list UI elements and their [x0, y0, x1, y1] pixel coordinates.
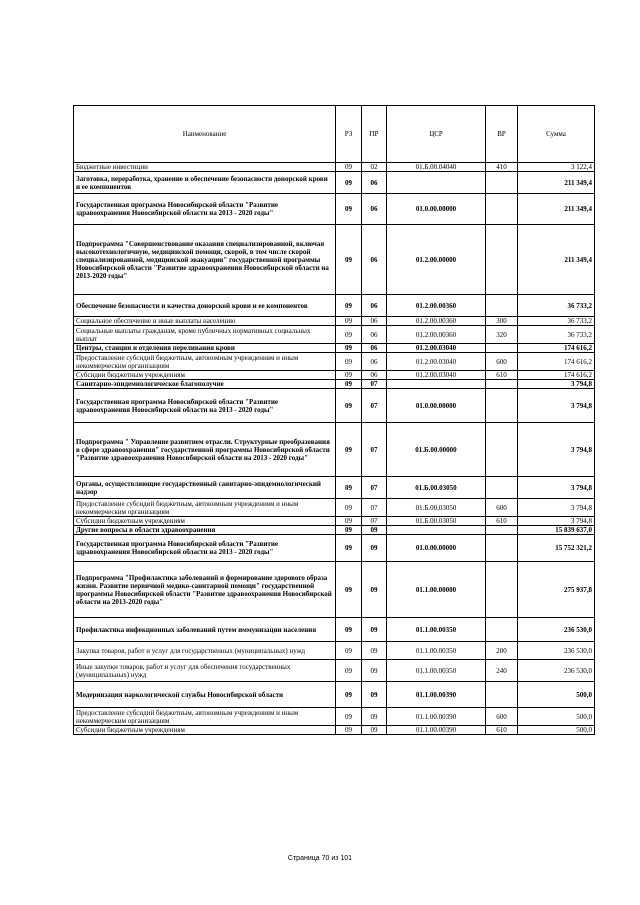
cell-rz: 09	[336, 172, 362, 194]
cell-rz: 09	[336, 526, 362, 535]
cell-rz: 09	[336, 326, 362, 344]
cell-csr: 01.Б.00.04040	[387, 163, 486, 172]
cell-sum: 3 122,4	[518, 163, 595, 172]
cell-sum: 3 794,8	[518, 389, 595, 423]
cell-pr: 06	[362, 295, 387, 317]
cell-csr: 01.Б.00.03050	[387, 477, 486, 499]
table-row	[74, 172, 595, 194]
cell-vr	[486, 535, 518, 562]
cell-csr: 01.1.00.00350	[387, 660, 486, 682]
cell-pr: 06	[362, 371, 387, 380]
cell-pr: 06	[362, 172, 387, 194]
cell-sum: 174 616,2	[518, 344, 595, 353]
cell-vr	[486, 562, 518, 618]
cell-pr: 07	[362, 380, 387, 389]
table-row	[74, 726, 595, 735]
cell-pr: 06	[362, 194, 387, 225]
cell-sum: 236 530,0	[518, 642, 595, 660]
cell-rz: 09	[336, 660, 362, 682]
table-row	[74, 517, 595, 526]
cell-pr: 07	[362, 477, 387, 499]
cell-vr: 610	[486, 517, 518, 526]
table-row	[74, 535, 595, 562]
cell-vr	[486, 295, 518, 317]
cell-csr: 01.Б.00.03050	[387, 499, 486, 517]
cell-name: Подпрограмма "Профилактика заболеваний и формирование здорового образа жизни. Развитие первичной медико-санитарной помощи" государственной программы Новосибирской области "Развитие здравоохранения Новосибирской области на 2013-2020 годы"	[74, 562, 336, 618]
cell-name: Профилактика инфекционных заболеваний путем иммунизации населения	[74, 618, 336, 642]
cell-name: Заготовка, переработка, хранение и обеспечение безопасности донорской крови и ее компонентов	[74, 172, 336, 194]
header-pr: ПР	[362, 106, 387, 163]
cell-vr: 610	[486, 371, 518, 380]
cell-vr	[486, 194, 518, 225]
cell-sum: 500,0	[518, 682, 595, 708]
header-csr: ЦСР	[387, 106, 486, 163]
cell-vr	[486, 477, 518, 499]
cell-sum: 236 530,0	[518, 618, 595, 642]
cell-csr: 01.Б.00.03050	[387, 517, 486, 526]
cell-pr: 07	[362, 499, 387, 517]
cell-sum: 500,0	[518, 708, 595, 726]
cell-name: Центры, станции и отделения переливания крови	[74, 344, 336, 353]
cell-name: Государственная программа Новосибирской области "Развитие здравоохранения Новосибирской области на 2013 - 2020 годы"	[74, 194, 336, 225]
cell-csr: 01.1.00.00000	[387, 562, 486, 618]
table-row	[74, 380, 595, 389]
table-row	[74, 499, 595, 517]
cell-name: Государственная программа Новосибирской области "Развитие здравоохранения Новосибирской области на 2013 - 2020 годы"	[74, 389, 336, 423]
table-row	[74, 389, 595, 423]
cell-pr: 09	[362, 682, 387, 708]
cell-name: Социальные выплаты гражданам, кроме публичных нормативных социальных выплат	[74, 326, 336, 344]
table-row	[74, 708, 595, 726]
cell-name: Подпрограмма " Управление развитием отрасли. Структурные преобразования в сфере здравоохранения" государственной программы Новосибирской области "Развитие здравоохранения Новосибирской области на 2013 - 2020 годы"	[74, 423, 336, 477]
table-row	[74, 660, 595, 682]
table-row	[74, 682, 595, 708]
cell-name: Субсидии бюджетным учреждениям	[74, 371, 336, 380]
cell-pr: 06	[362, 326, 387, 344]
budget-table	[73, 105, 595, 735]
cell-vr: 600	[486, 499, 518, 517]
cell-pr: 09	[362, 526, 387, 535]
cell-name: Субсидии бюджетным учреждениям	[74, 517, 336, 526]
cell-name: Закупка товаров, работ и услуг для государственных (муниципальных) нужд	[74, 642, 336, 660]
cell-vr	[486, 682, 518, 708]
cell-rz: 09	[336, 380, 362, 389]
cell-rz: 09	[336, 423, 362, 477]
cell-vr: 320	[486, 326, 518, 344]
cell-rz: 09	[336, 317, 362, 326]
cell-name: Модернизация наркологической службы Новосибирской области	[74, 682, 336, 708]
cell-sum: 211 349,4	[518, 172, 595, 194]
table-row	[74, 423, 595, 477]
cell-csr: 01.0.00.00000	[387, 194, 486, 225]
cell-pr: 09	[362, 618, 387, 642]
table-row	[74, 295, 595, 317]
cell-rz: 09	[336, 682, 362, 708]
header-sum: Сумма	[518, 106, 595, 163]
cell-name: Предоставление субсидий бюджетным, автономным учреждениям и иным некоммерческим организациям	[74, 353, 336, 371]
page-number: Страница 70 из 101	[287, 855, 353, 862]
cell-csr	[387, 380, 486, 389]
cell-name: Социальное обеспечение и иные выплаты населению	[74, 317, 336, 326]
cell-rz: 09	[336, 194, 362, 225]
cell-vr	[486, 618, 518, 642]
header-rz: РЗ	[336, 106, 362, 163]
cell-name: Субсидии бюджетным учреждениям	[74, 726, 336, 735]
cell-sum: 3 794,8	[518, 380, 595, 389]
header-name: Наименование	[74, 106, 336, 163]
header-vr: ВР	[486, 106, 518, 163]
cell-pr: 06	[362, 317, 387, 326]
cell-csr: 01.2.00.00360	[387, 326, 486, 344]
cell-rz: 09	[336, 353, 362, 371]
cell-rz: 09	[336, 163, 362, 172]
cell-rz: 09	[336, 726, 362, 735]
cell-sum: 174 616,2	[518, 371, 595, 380]
cell-pr: 09	[362, 708, 387, 726]
cell-rz: 09	[336, 562, 362, 618]
cell-rz: 09	[336, 225, 362, 295]
table-row	[74, 163, 595, 172]
cell-csr: 01.2.00.03040	[387, 371, 486, 380]
cell-pr: 09	[362, 562, 387, 618]
cell-rz: 09	[336, 295, 362, 317]
cell-csr: 01.2.00.03040	[387, 353, 486, 371]
table-row	[74, 344, 595, 353]
cell-pr: 09	[362, 726, 387, 735]
cell-csr: 01.Б.00.00000	[387, 423, 486, 477]
cell-csr: 01.2.00.00000	[387, 225, 486, 295]
cell-pr: 09	[362, 642, 387, 660]
cell-rz: 09	[336, 389, 362, 423]
cell-vr: 240	[486, 660, 518, 682]
cell-pr: 09	[362, 535, 387, 562]
cell-rz: 09	[336, 344, 362, 353]
cell-csr: 01.2.00.00360	[387, 317, 486, 326]
cell-vr: 410	[486, 163, 518, 172]
cell-vr	[486, 389, 518, 423]
cell-pr: 06	[362, 344, 387, 353]
cell-name: Предоставление субсидий бюджетным, автономным учреждениям и иным некоммерческим организациям	[74, 499, 336, 517]
cell-sum: 275 937,8	[518, 562, 595, 618]
cell-pr: 07	[362, 389, 387, 423]
cell-csr: 01.1.00.00390	[387, 708, 486, 726]
cell-sum: 174 616,2	[518, 353, 595, 371]
cell-sum: 3 794,8	[518, 499, 595, 517]
cell-pr: 07	[362, 423, 387, 477]
table-row	[74, 618, 595, 642]
cell-vr: 610	[486, 726, 518, 735]
cell-sum: 236 530,0	[518, 660, 595, 682]
cell-rz: 09	[336, 642, 362, 660]
cell-pr: 06	[362, 225, 387, 295]
cell-sum: 36 733,2	[518, 317, 595, 326]
cell-csr	[387, 526, 486, 535]
cell-pr: 06	[362, 353, 387, 371]
table-body	[74, 163, 595, 735]
cell-rz: 09	[336, 477, 362, 499]
cell-rz: 09	[336, 535, 362, 562]
cell-pr: 07	[362, 517, 387, 526]
cell-sum: 36 733,2	[518, 295, 595, 317]
table-row	[74, 642, 595, 660]
cell-name: Органы, осуществляющие государственный санитарно-эпидемиологический надзор	[74, 477, 336, 499]
cell-sum: 500,0	[518, 726, 595, 735]
cell-csr: 01.2.00.03040	[387, 344, 486, 353]
cell-vr: 600	[486, 708, 518, 726]
cell-vr	[486, 225, 518, 295]
table-header-row	[74, 106, 595, 163]
cell-pr: 02	[362, 163, 387, 172]
table-row	[74, 317, 595, 326]
cell-sum: 15 752 321,2	[518, 535, 595, 562]
cell-name: Обеспечение безопасности и качества донорской крови и ее компонентов	[74, 295, 336, 317]
table-row	[74, 562, 595, 618]
cell-vr: 600	[486, 353, 518, 371]
cell-csr: 01.1.00.00390	[387, 726, 486, 735]
table-row	[74, 194, 595, 225]
cell-rz: 09	[336, 517, 362, 526]
cell-vr	[486, 526, 518, 535]
cell-name: Санитарно-эпидемиологическое благополучие	[74, 380, 336, 389]
cell-pr: 09	[362, 660, 387, 682]
cell-rz: 09	[336, 371, 362, 380]
cell-csr: 01.1.00.00350	[387, 642, 486, 660]
cell-vr: 200	[486, 642, 518, 660]
cell-vr: 300	[486, 317, 518, 326]
cell-csr: 01.1.00.00390	[387, 682, 486, 708]
cell-csr: 01.2.00.00360	[387, 295, 486, 317]
cell-sum: 211 349,4	[518, 225, 595, 295]
cell-sum: 36 733,2	[518, 326, 595, 344]
table-row	[74, 225, 595, 295]
cell-name: Иные закупки товаров, работ и услуг для обеспечения государственных (муниципальных) нужд	[74, 660, 336, 682]
cell-name: Бюджетные инвестиции	[74, 163, 336, 172]
cell-sum: 3 794,8	[518, 517, 595, 526]
cell-csr: 01.1.00.00350	[387, 618, 486, 642]
table-row	[74, 371, 595, 380]
cell-csr: 01.0.00.00000	[387, 535, 486, 562]
cell-rz: 09	[336, 618, 362, 642]
cell-name: Предоставление субсидий бюджетным, автономным учреждениям и иным некоммерческим организациям	[74, 708, 336, 726]
cell-name: Другие вопросы в области здравоохранения	[74, 526, 336, 535]
table-row	[74, 477, 595, 499]
table-row	[74, 526, 595, 535]
cell-name: Государственная программа Новосибирской области "Развитие здравоохранения Новосибирской области на 2013 - 2020 годы"	[74, 535, 336, 562]
cell-csr	[387, 172, 486, 194]
cell-name: Подпрограмма "Совершенствование оказания специализированной, включая высокотехнологичную, медицинской помощи, скорой, в том числе скорой специализированной, медицинской эвакуации" государственной программы Новосибирской области "Развитие здравоохранения Новосибирской области на 2013-2020 годы"	[74, 225, 336, 295]
cell-vr	[486, 344, 518, 353]
cell-csr: 01.0.00.00000	[387, 389, 486, 423]
cell-vr	[486, 423, 518, 477]
cell-sum: 211 349,4	[518, 194, 595, 225]
table-row	[74, 326, 595, 344]
cell-rz: 09	[336, 499, 362, 517]
cell-vr	[486, 380, 518, 389]
cell-sum: 15 839 637,0	[518, 526, 595, 535]
cell-rz: 09	[336, 708, 362, 726]
cell-sum: 3 794,8	[518, 423, 595, 477]
cell-vr	[486, 172, 518, 194]
cell-sum: 3 794,8	[518, 477, 595, 499]
table-row	[74, 353, 595, 371]
